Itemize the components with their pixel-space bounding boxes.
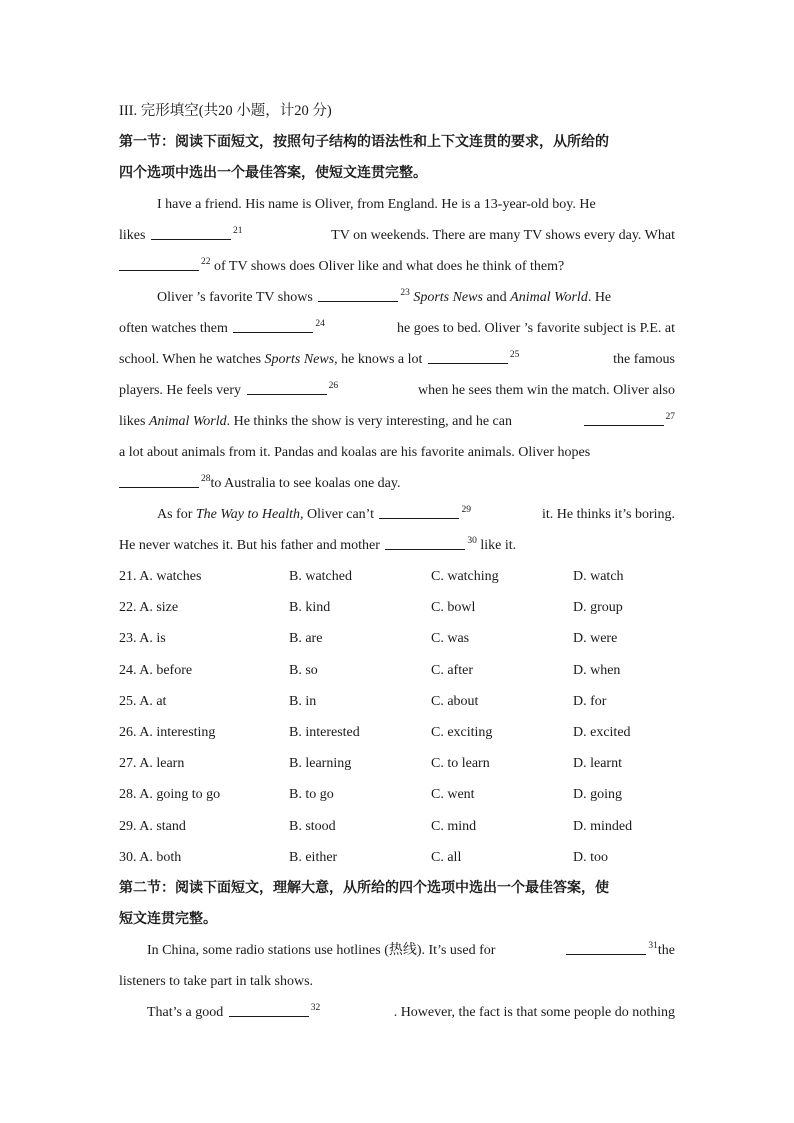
- part1-instruction-cont: 四个选项中选出一个最佳答案，使短文连贯完整。: [119, 166, 427, 181]
- option-row: [119, 592, 675, 623]
- option-a[interactable]: 29. A. stand: [119, 818, 186, 834]
- option-b[interactable]: B. so: [289, 662, 318, 678]
- section-heading: III. 完形填空(共20 小题，计20 分): [119, 103, 332, 119]
- option-row: [119, 686, 675, 717]
- option-b[interactable]: B. either: [289, 849, 338, 865]
- passage2-line: listeners to take part in talk shows.: [119, 973, 314, 989]
- option-b[interactable]: B. to go: [289, 787, 334, 803]
- passage1-line: often watches them $^{24}$ he goes to bed. Oliver ’s favorite subject is P.E. at: [119, 319, 675, 336]
- option-d[interactable]: D. when: [573, 662, 621, 678]
- answer-blank-32[interactable]: [229, 1002, 309, 1017]
- option-d[interactable]: D. too: [573, 849, 608, 865]
- option-a[interactable]: 30. A. both: [119, 849, 182, 865]
- passage1-line: players. He feels very $^{26}$ when he sees them win the match. Oliver also: [119, 381, 675, 398]
- option-b[interactable]: B. learning: [289, 756, 352, 772]
- option-a[interactable]: 23. A. is: [119, 631, 166, 647]
- option-b[interactable]: B. watched: [289, 569, 352, 584]
- passage1-line: He never watches it. But his father and mother $^{30}$ like it.: [119, 536, 517, 553]
- passage1-line: I have a friend. His name is Oliver, from England. He is a 13-year-old boy. He: [157, 197, 596, 212]
- passage1-line: likes Animal World. He thinks the show is very interesting, and he can $^{27}$: [119, 412, 675, 429]
- passage1-line: $^{28}$to Australia to see koalas one day.: [119, 468, 675, 499]
- options-list: [119, 561, 675, 873]
- answer-blank-27[interactable]: [584, 411, 664, 426]
- option-d[interactable]: D. excited: [573, 724, 631, 740]
- answer-blank-29[interactable]: [379, 504, 459, 519]
- option-b[interactable]: B. are: [289, 631, 323, 647]
- exam-page: [119, 96, 675, 1028]
- option-d[interactable]: D. going: [573, 787, 622, 803]
- option-c[interactable]: C. all: [431, 849, 462, 865]
- option-b[interactable]: B. interested: [289, 724, 360, 740]
- option-a[interactable]: 22. A. size: [119, 600, 179, 616]
- option-c[interactable]: C. exciting: [431, 724, 493, 740]
- answer-blank-25[interactable]: [428, 349, 508, 364]
- answer-blank-23[interactable]: [318, 287, 398, 302]
- option-c[interactable]: C. bowl: [431, 600, 476, 616]
- option-c[interactable]: C. mind: [431, 818, 477, 834]
- passage1-line: $^{22}$ of TV shows does Oliver like and what does he think of them?: [119, 251, 675, 282]
- passage1-line: As for The Way to Health, Oliver can’t $^{29}$ it. He thinks it’s boring.: [157, 505, 675, 522]
- option-c[interactable]: C. to learn: [431, 756, 490, 772]
- option-c[interactable]: C. was: [431, 631, 470, 647]
- answer-blank-28[interactable]: [119, 473, 199, 488]
- part1-instruction: 第一节：阅读下面短文，按照句子结构的语法性和上下文连贯的要求，从所给的: [119, 135, 609, 150]
- option-a[interactable]: 27. A. learn: [119, 756, 185, 772]
- passage1-line: Oliver ’s favorite TV shows $^{23}$ Sports News and Animal World. He: [157, 288, 612, 305]
- option-a[interactable]: 25. A. at: [119, 693, 167, 709]
- option-row: [119, 717, 675, 748]
- option-d[interactable]: D. learnt: [573, 756, 622, 772]
- option-b[interactable]: B. stood: [289, 818, 336, 834]
- part2-instruction-cont: 短文连贯完整。: [119, 911, 217, 927]
- passage1-line: school. When he watches Sports News, he knows a lot $^{25}$ the famous: [119, 350, 675, 367]
- part2-instruction: 第二节：阅读下面短文，理解大意，从所给的四个选项中选出一个最佳答案，使: [119, 880, 609, 896]
- answer-blank-21[interactable]: [151, 225, 231, 240]
- option-row: [119, 842, 675, 873]
- answer-blank-22[interactable]: [119, 256, 199, 271]
- option-c[interactable]: C. went: [431, 787, 475, 803]
- passage2-line: In China, some radio stations use hotlines (热线). It’s used for $^{31}$the: [147, 940, 675, 958]
- option-c[interactable]: C. about: [431, 693, 479, 709]
- option-row: [119, 779, 675, 810]
- option-a[interactable]: 26. A. interesting: [119, 724, 216, 740]
- option-a[interactable]: 24. A. before: [119, 662, 193, 678]
- answer-blank-24[interactable]: [233, 318, 313, 333]
- option-a[interactable]: 28. A. going to go: [119, 787, 221, 803]
- option-row: [119, 748, 675, 779]
- option-c[interactable]: C. watching: [431, 569, 499, 584]
- option-d[interactable]: D. minded: [573, 818, 633, 834]
- passage2-line: That’s a good $^{32}$ . However, the fact is that some people do nothing: [147, 1002, 675, 1020]
- passage1-line: a lot about animals from it. Pandas and koalas are his favorite animals. Oliver hopes: [119, 445, 591, 460]
- answer-blank-30[interactable]: [385, 535, 465, 550]
- option-b[interactable]: B. kind: [289, 600, 331, 616]
- answer-blank-26[interactable]: [247, 380, 327, 395]
- option-a[interactable]: 21. A. watches: [119, 569, 202, 584]
- option-d[interactable]: D. group: [573, 600, 623, 616]
- option-d[interactable]: D. for: [573, 693, 607, 709]
- option-b[interactable]: B. in: [289, 693, 317, 709]
- passage1-line: likes $^{21}$ TV on weekends. There are many TV shows every day. What: [119, 226, 675, 243]
- option-d[interactable]: D. watch: [573, 569, 624, 584]
- option-row: [119, 561, 675, 592]
- option-d[interactable]: D. were: [573, 631, 618, 647]
- option-row: [119, 655, 675, 686]
- option-row: [119, 623, 675, 654]
- option-row: [119, 811, 675, 842]
- answer-blank-31[interactable]: [566, 940, 646, 955]
- option-c[interactable]: C. after: [431, 662, 473, 678]
